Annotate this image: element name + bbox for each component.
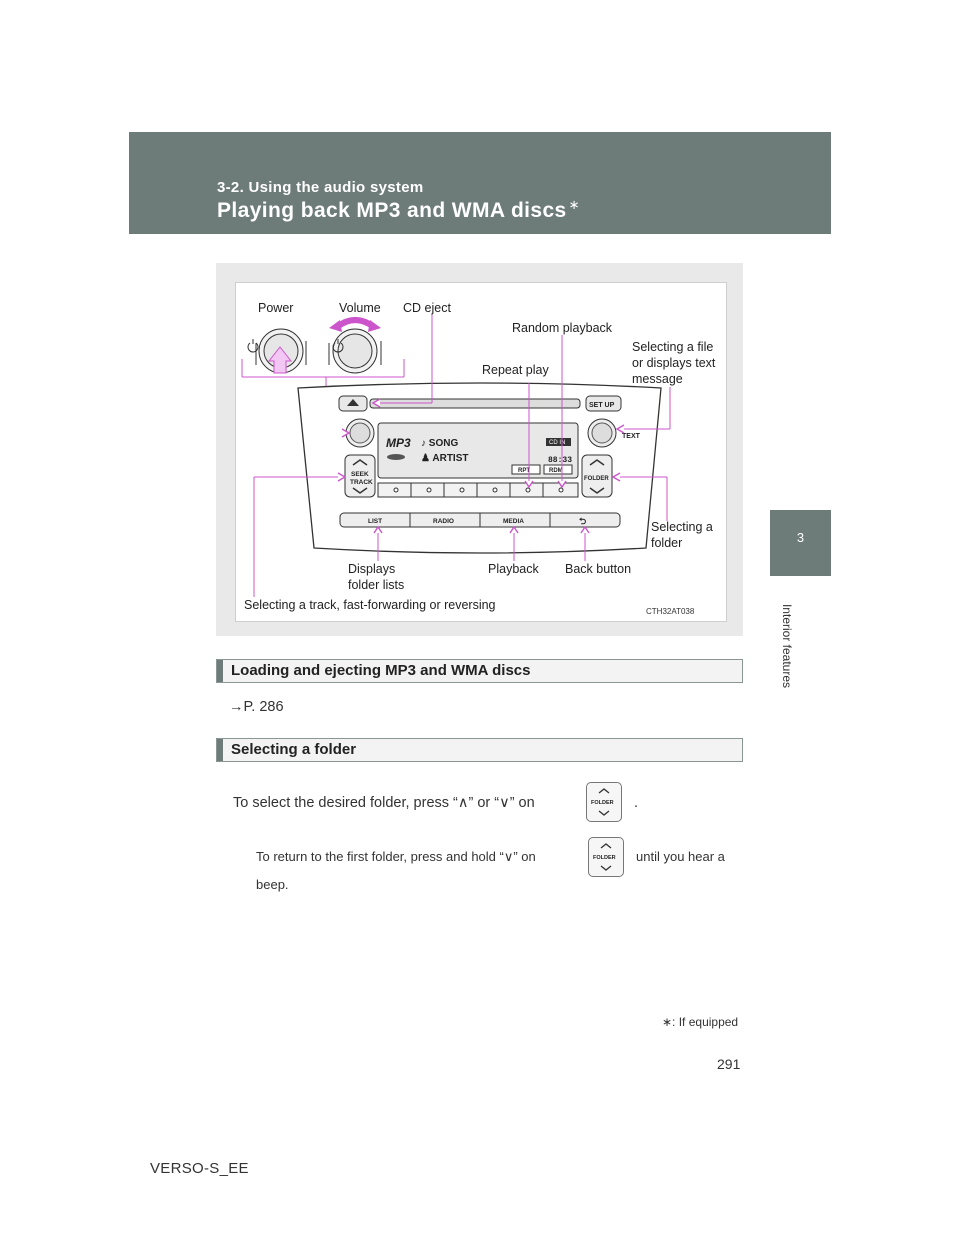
folder-note-end: until you hear a — [636, 849, 725, 864]
volume-rotate-arrow — [337, 320, 374, 327]
page-title-text: Playing back MP3 and WMA discs — [217, 199, 567, 222]
display-rdm: RDM — [549, 468, 563, 474]
figure-code: CTH32AT038 — [646, 607, 695, 616]
folder-note: To return to the first folder, press and hold “∨” on — [256, 849, 536, 864]
chapter-label — [780, 598, 794, 693]
folder-note-line2: beep. — [256, 877, 289, 892]
label-file-line3: message — [632, 372, 683, 386]
folder-instruction-end: . — [634, 795, 639, 811]
section-heading-loading — [216, 659, 743, 683]
label-displays-line2: folder lists — [348, 578, 405, 592]
audio-unit-figure — [235, 282, 727, 622]
label-file-line1: Selecting a file — [632, 340, 714, 354]
chapter-number: 3 — [796, 530, 805, 545]
folder-button-icon — [586, 782, 622, 822]
if-equipped-mark: ∗ — [568, 197, 580, 212]
track-label: TRACK — [350, 479, 373, 486]
page-reference-link[interactable]: →P. 286 — [229, 699, 284, 715]
display-artist: ♟ ARTIST — [421, 453, 469, 464]
folder-button-label: FOLDER — [591, 800, 614, 806]
display-time: 88:33 — [548, 456, 573, 465]
label-folder-line2: folder — [651, 536, 683, 550]
label-playback: Playback — [488, 562, 539, 576]
display-song: ♪ SONG — [421, 438, 459, 449]
seek-label: SEEK — [351, 471, 369, 478]
folder-button-icon-2 — [588, 837, 624, 877]
label-random-playback: Random playback — [512, 321, 613, 335]
display-cdin: CD IN — [549, 440, 566, 446]
label-displays-line1: Displays — [348, 562, 396, 576]
label-file-line2: or displays text — [632, 356, 716, 370]
label-selecting-track: Selecting a track, fast-forwarding or reversing — [244, 598, 496, 612]
folder-label: FOLDER — [584, 476, 609, 482]
folder-button-label-2: FOLDER — [593, 855, 616, 861]
radio-label: RADIO — [433, 518, 454, 525]
model-code: VERSO-S_EE — [150, 1160, 249, 1177]
folder-instruction: To select the desired folder, press “∧” or “∨” on — [233, 795, 535, 811]
chapter-tab[interactable] — [770, 510, 831, 576]
label-cd-eject: CD eject — [403, 301, 451, 315]
list-label: LIST — [368, 518, 383, 525]
section-heading-loading-text: Loading and ejecting MP3 and WMA discs — [231, 662, 531, 679]
setup-label: SET UP — [589, 402, 615, 409]
volume-knob-closeup — [329, 329, 381, 373]
label-power: Power — [258, 301, 294, 315]
label-folder-line1: Selecting a — [651, 520, 713, 534]
footnote: ∗: If equipped — [662, 1015, 739, 1029]
media-label: MEDIA — [503, 518, 524, 525]
display-rpt: RPT — [518, 468, 530, 474]
section-title: 3-2. Using the audio system — [217, 179, 424, 196]
section-heading-folder — [216, 738, 743, 762]
return-label: ⮌ — [579, 517, 587, 527]
page-header — [129, 132, 831, 234]
label-repeat-play: Repeat play — [482, 363, 549, 377]
text-button-label: TEXT — [622, 433, 640, 440]
section-heading-folder-text: Selecting a folder — [231, 741, 357, 758]
label-volume: Volume — [339, 301, 381, 315]
page-number: 291 — [717, 1056, 741, 1072]
audio-unit-drawing — [236, 283, 726, 621]
display-mp3: MP3 — [386, 436, 411, 450]
page-title — [217, 199, 580, 223]
label-back-button: Back button — [565, 562, 632, 576]
chapter-label-text: Interior features — [780, 603, 794, 688]
